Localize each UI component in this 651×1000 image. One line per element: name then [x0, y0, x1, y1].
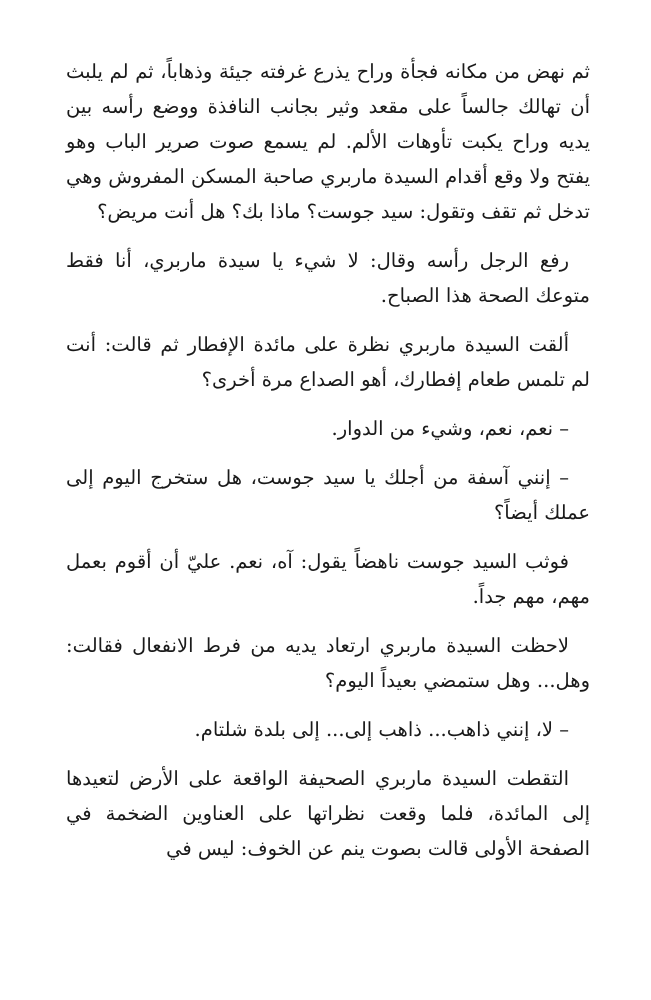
paragraph: رفع الرجل رأسه وقال: لا شيء يا سيدة ماربري، أنا فقط متوعك الصحة هذا الصباح.	[66, 249, 590, 307]
dialogue-line: – إنني آسفة من أجلك يا سيد جوست، هل ستخرج اليوم إلى عملك أيضاً؟	[66, 466, 590, 524]
dialogue-line: – لا، إنني ذاهب... ذاهب إلى... إلى بلدة شلتام.	[194, 718, 569, 741]
paragraph: التقطت السيدة ماربري الصحيفة الواقعة على الأرض لتعيدها إلى المائدة، فلما وقعت نظراتها على العناوين الضخمة في الصفحة الأولى قالت بصوت ينم عن الخوف: ليس في	[66, 767, 590, 860]
paragraph: ألقت السيدة ماربري نظرة على مائدة الإفطار ثم قالت: أنت لم تلمس طعام إفطارك، أهو الصداع مرة أخرى؟	[66, 333, 590, 391]
paragraph: فوثب السيد جوست ناهضاً يقول: آه، نعم. عليّ أن أقوم بعمل مهم، مهم جداً.	[66, 550, 590, 608]
paragraph: لاحظت السيدة ماربري ارتعاد يديه من فرط الانفعال فقالت: وهل... وهل ستمضي بعيداً اليوم؟	[66, 634, 590, 692]
paragraph: ثم نهض من مكانه فجأة وراح يذرع غرفته جيئة وذهاباً، ثم لم يلبث أن تهالك جالساً على مقعد وثير بجانب النافذة ووضع رأسه بين يديه وراح يكبت تأوهات الألم. لم يسمع صوت صرير الباب وهو يفتح ولا وقع أقدام السيدة ماربري صاحبة المسكن المفروش وهي تدخل ثم تقف وتقول: سيد جوست؟ ماذا بك؟ هل أنت مريض؟	[66, 60, 590, 223]
book-page-text	[66, 54, 590, 880]
dialogue-line: – نعم، نعم، وشيء من الدوار.	[331, 417, 569, 440]
